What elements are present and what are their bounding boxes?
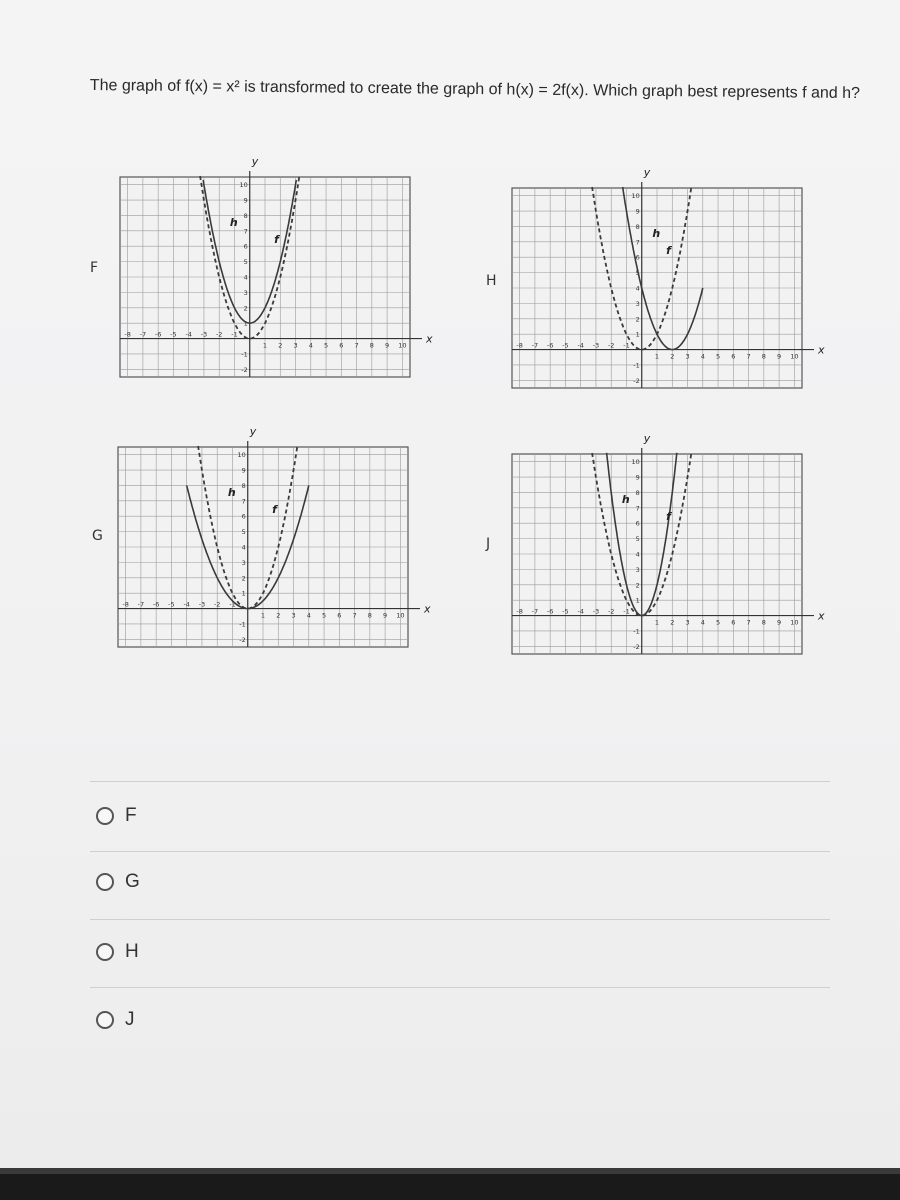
graph-label-j: J (486, 536, 491, 552)
x-axis-label: x (426, 332, 433, 346)
x-tick-label: -5 (562, 607, 569, 616)
x-tick-label: 6 (339, 341, 344, 350)
y-axis-label: y (249, 425, 257, 438)
y-tick-label: 2 (241, 574, 246, 583)
f-label: f (274, 233, 279, 247)
y-tick-label: 1 (243, 319, 248, 328)
y-tick-label: 4 (635, 284, 640, 293)
y-tick-label: -1 (633, 361, 640, 370)
y-tick-label: -1 (241, 350, 248, 359)
x-tick-label: 1 (654, 352, 660, 361)
y-tick-label: 10 (239, 181, 248, 190)
x-tick-label: 2 (670, 618, 675, 627)
x-axis-label: x (818, 609, 825, 623)
graph-j (512, 432, 832, 667)
x-tick-label: 2 (278, 341, 283, 350)
x-tick-label: -1 (623, 607, 630, 616)
y-tick-label: 9 (635, 473, 640, 482)
y-tick-label: 7 (243, 227, 248, 236)
x-tick-label: 3 (291, 611, 296, 620)
y-tick-label: -2 (239, 635, 246, 644)
y-tick-label: 5 (635, 535, 640, 544)
x-tick-label: -6 (546, 341, 554, 350)
x-tick-label: 9 (777, 352, 782, 361)
x-tick-label: 5 (715, 618, 721, 627)
y-tick-label: -2 (633, 642, 640, 651)
y-tick-label: 9 (241, 466, 246, 475)
x-tick-label: -7 (531, 607, 539, 616)
y-tick-label: 2 (243, 304, 248, 313)
y-tick-label: 4 (243, 273, 248, 282)
x-tick-label: -4 (183, 600, 190, 609)
x-tick-label: 10 (396, 611, 405, 620)
x-tick-label: -2 (215, 330, 223, 339)
x-tick-label: -4 (577, 341, 584, 350)
x-tick-label: 8 (369, 341, 374, 350)
x-tick-label: 10 (790, 352, 799, 361)
y-tick-label: 7 (241, 497, 246, 506)
x-tick-label: 4 (700, 352, 705, 361)
x-tick-label: 1 (654, 618, 660, 627)
y-tick-label: 2 (635, 581, 640, 590)
x-tick-label: 9 (385, 341, 390, 350)
x-tick-label: -5 (168, 600, 175, 609)
y-tick-label: 6 (241, 512, 246, 521)
x-tick-label: 3 (685, 618, 690, 627)
x-tick-label: -3 (200, 330, 208, 339)
h-label: h (621, 493, 630, 507)
divider (90, 781, 830, 782)
graph-f-svg (120, 155, 440, 390)
y-tick-label: 5 (635, 269, 640, 278)
x-tick-label: -8 (124, 330, 131, 339)
y-tick-label: 10 (631, 458, 640, 467)
x-tick-label: 7 (352, 611, 357, 620)
y-tick-label: 8 (635, 488, 640, 497)
x-tick-label: 3 (685, 352, 690, 361)
y-tick-label: 4 (635, 550, 640, 559)
x-tick-label: 3 (293, 341, 298, 350)
x-tick-label: 4 (306, 611, 311, 620)
x-tick-label: -5 (562, 341, 569, 350)
x-tick-label: 2 (276, 611, 281, 620)
x-tick-label: 9 (777, 618, 782, 627)
f-label: f (666, 244, 671, 258)
x-tick-label: 9 (383, 611, 388, 620)
x-tick-label: 4 (308, 341, 313, 350)
y-tick-label: 7 (635, 238, 640, 247)
x-tick-label: -6 (152, 600, 160, 609)
h-label: h (227, 486, 236, 500)
y-tick-label: -2 (633, 376, 640, 385)
x-tick-label: 6 (731, 352, 736, 361)
y-tick-label: 8 (241, 481, 246, 490)
x-tick-label: -2 (607, 607, 615, 616)
x-tick-label: -7 (137, 600, 145, 609)
x-tick-label: 8 (367, 611, 372, 620)
x-tick-label: 2 (670, 352, 675, 361)
option-j[interactable] (96, 1004, 135, 1036)
option-g[interactable] (96, 866, 140, 898)
h-label: h (229, 216, 238, 230)
radio-f[interactable] (96, 807, 114, 825)
x-tick-label: -1 (229, 600, 236, 609)
x-tick-label: -4 (185, 330, 192, 339)
y-tick-label: 1 (635, 330, 640, 339)
y-tick-label: 10 (631, 192, 640, 201)
divider (90, 919, 830, 920)
y-tick-label: 8 (635, 222, 640, 231)
question-text: The graph of f(x) = x² is transformed to create the graph of h(x) = 2f(x). Which graph best represents f and h? (89, 76, 861, 103)
f-label: f (272, 503, 277, 517)
option-f-label: F (125, 805, 137, 826)
x-tick-label: -6 (154, 330, 162, 339)
f-label: f (666, 510, 671, 524)
graph-j-svg (512, 432, 832, 667)
option-h-label: H (125, 941, 139, 962)
y-tick-label: 3 (241, 558, 246, 567)
x-tick-label: -6 (546, 607, 554, 616)
x-tick-label: 1 (262, 341, 268, 350)
x-tick-label: 4 (700, 618, 705, 627)
y-tick-label: 9 (243, 196, 248, 205)
divider (90, 851, 830, 852)
x-tick-label: 7 (746, 352, 751, 361)
monitor-bezel (0, 1168, 900, 1200)
y-tick-label: 6 (243, 242, 248, 251)
y-tick-label: 6 (635, 519, 640, 528)
x-tick-label: -1 (231, 330, 238, 339)
y-tick-label: 5 (243, 258, 248, 267)
x-tick-label: 6 (731, 618, 736, 627)
x-tick-label: 8 (761, 618, 766, 627)
y-tick-label: 3 (635, 565, 640, 574)
x-tick-label: -1 (623, 341, 630, 350)
x-tick-label: -3 (592, 607, 600, 616)
y-tick-label: 2 (635, 315, 640, 324)
x-tick-label: 10 (790, 618, 799, 627)
y-tick-label: 9 (635, 207, 640, 216)
y-axis-label: y (251, 155, 259, 168)
graph-label-f: F (90, 260, 99, 276)
x-tick-label: -7 (531, 341, 539, 350)
x-tick-label: -7 (139, 330, 147, 339)
x-tick-label: 7 (354, 341, 359, 350)
x-axis-label: x (818, 343, 825, 357)
x-tick-label: 5 (715, 352, 721, 361)
y-tick-label: 8 (243, 211, 248, 220)
x-tick-label: -8 (122, 600, 129, 609)
h-label: h (652, 227, 661, 241)
divider (90, 987, 830, 988)
x-tick-label: -8 (516, 607, 523, 616)
option-j-label: J (125, 1009, 135, 1030)
x-tick-label: -2 (607, 341, 615, 350)
x-tick-label: 5 (321, 611, 327, 620)
graph-g (118, 425, 438, 660)
graph-h-svg (512, 166, 832, 406)
x-tick-label: -2 (213, 600, 221, 609)
x-axis-label: x (424, 602, 431, 616)
x-tick-label: -5 (170, 330, 177, 339)
y-tick-label: 3 (243, 288, 248, 297)
y-tick-label: 6 (635, 253, 640, 262)
y-tick-label: 1 (635, 596, 640, 605)
x-tick-label: -4 (577, 607, 584, 616)
option-h[interactable] (96, 936, 139, 968)
y-axis-label: y (643, 166, 651, 179)
option-g-label: G (125, 871, 140, 892)
y-axis-label: y (643, 432, 651, 445)
y-tick-label: -1 (633, 627, 640, 636)
x-tick-label: 8 (761, 352, 766, 361)
y-tick-label: 10 (237, 451, 246, 460)
graph-g-svg (118, 425, 438, 660)
y-tick-label: -1 (239, 620, 246, 629)
graph-h (512, 166, 832, 406)
y-tick-label: 3 (635, 299, 640, 308)
y-tick-label: 5 (241, 528, 246, 537)
graph-label-g: G (92, 528, 103, 544)
option-f[interactable] (96, 800, 137, 832)
radio-g[interactable] (96, 873, 114, 891)
y-tick-label: 1 (241, 589, 246, 598)
x-tick-label: -3 (198, 600, 206, 609)
x-tick-label: 6 (337, 611, 342, 620)
x-tick-label: -3 (592, 341, 600, 350)
graph-label-h: H (486, 273, 497, 289)
x-tick-label: -8 (516, 341, 523, 350)
x-tick-label: 1 (260, 611, 266, 620)
radio-j[interactable] (96, 1011, 114, 1029)
radio-h[interactable] (96, 943, 114, 961)
y-tick-label: -2 (241, 365, 248, 374)
x-tick-label: 5 (323, 341, 329, 350)
graph-f (120, 155, 440, 390)
x-tick-label: 10 (398, 341, 407, 350)
y-tick-label: 7 (635, 504, 640, 513)
y-tick-label: 4 (241, 543, 246, 552)
x-tick-label: 7 (746, 618, 751, 627)
